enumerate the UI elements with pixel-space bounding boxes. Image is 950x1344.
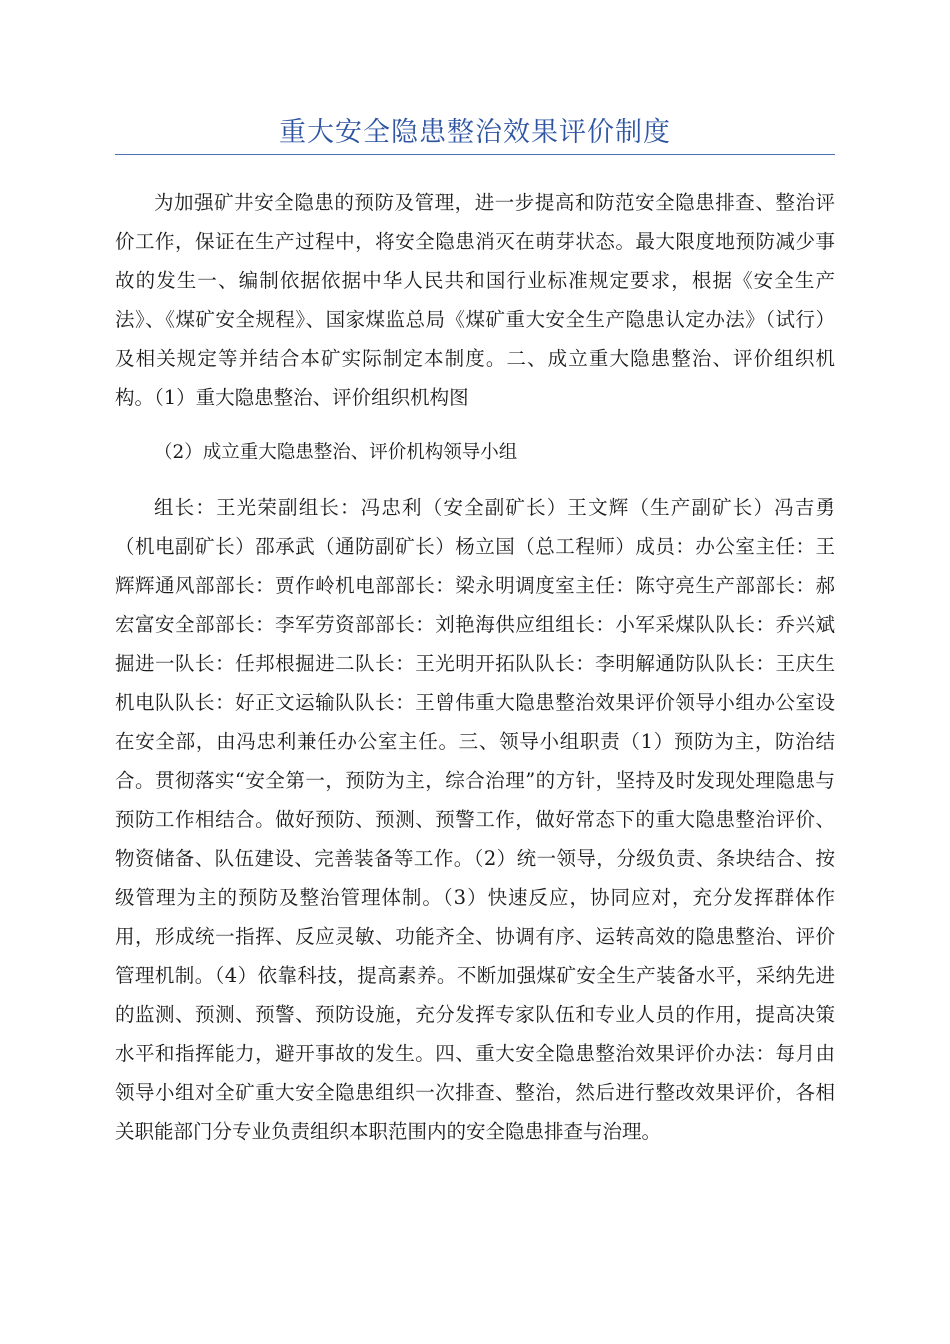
paragraph-members-duties: 组长：王光荣副组长：冯忠利（安全副矿长）王文辉（生产副矿长）冯吉勇（机电副矿长）邵承武（通防副矿长）杨立国（总工程师）成员：办公室主任：王辉辉通风部部长：贾作岭机电部部长：梁永明调度室主任：陈守亮生产部部长：郝宏富安全部部长：李军劳资部部长：刘艳海供应组组长：小军采煤队队长：乔兴斌掘进一队长：任邦根掘进二队长：王光明开拓队队长：李明解通防队队长：王庆生机电队队长：好正文运输队队长：王曾伟重大隐患整治效果评价领导小组办公室设在安全部，由冯忠利兼任办公室主任。三、领导小组职责（1）预防为主，防治结合。贯彻落实“安全第一，预防为主，综合治理”的方针，坚持及时发现处理隐患与预防工作相结合。做好预防、预测、预警工作，做好常态下的重大隐患整治评价、物资储备、队伍建设、完善装备等工作。（2）统一领导，分级负责、条块结合、按级管理为主的预防及整治管理体制。（3）快速反应，协同应对，充分发挥群体作用，形成统一指挥、反应灵敏、功能齐全、协调有序、运转高效的隐患整治、评价管理机制。（4）依靠科技，提高素养。不断加强煤矿安全生产装备水平，采纳先进的监测、预测、预警、预防设施，充分发挥专家队伍和专业人员的作用，提高决策水平和指挥能力，避开事故的发生。四、重大安全隐患整治效果评价办法：每月由领导小组对全矿重大安全隐患组织一次排查、整治，然后进行整改效果评价，各相关职能部门分专业负责组织本职范围内的安全隐患排查与治理。: [115, 496, 835, 1143]
document-page: [115, 0, 835, 1151]
title-underline: [115, 154, 835, 155]
paragraph-leadership-group: （2）成立重大隐患整治、评价机构领导小组: [154, 442, 518, 463]
document-title: 重大安全隐患整治效果评价制度: [279, 117, 671, 148]
paragraph-intro: 为加强矿井安全隐患的预防及管理，进一步提高和防范安全隐患排查、整治评价工作，保证在生产过程中，将安全隐患消灭在萌芽状态。最大限度地预防减少事故的发生一、编制依据依据中华人民共和国行业标准规定要求，根据《安全生产法》、《煤矿安全规程》、国家煤监总局《煤矿重大安全生产隐患认定办法》（试行）及相关规定等并结合本矿实际制定本制度。二、成立重大隐患整治、评价组织机构。（1）重大隐患整治、评价组织机构图: [115, 191, 835, 409]
